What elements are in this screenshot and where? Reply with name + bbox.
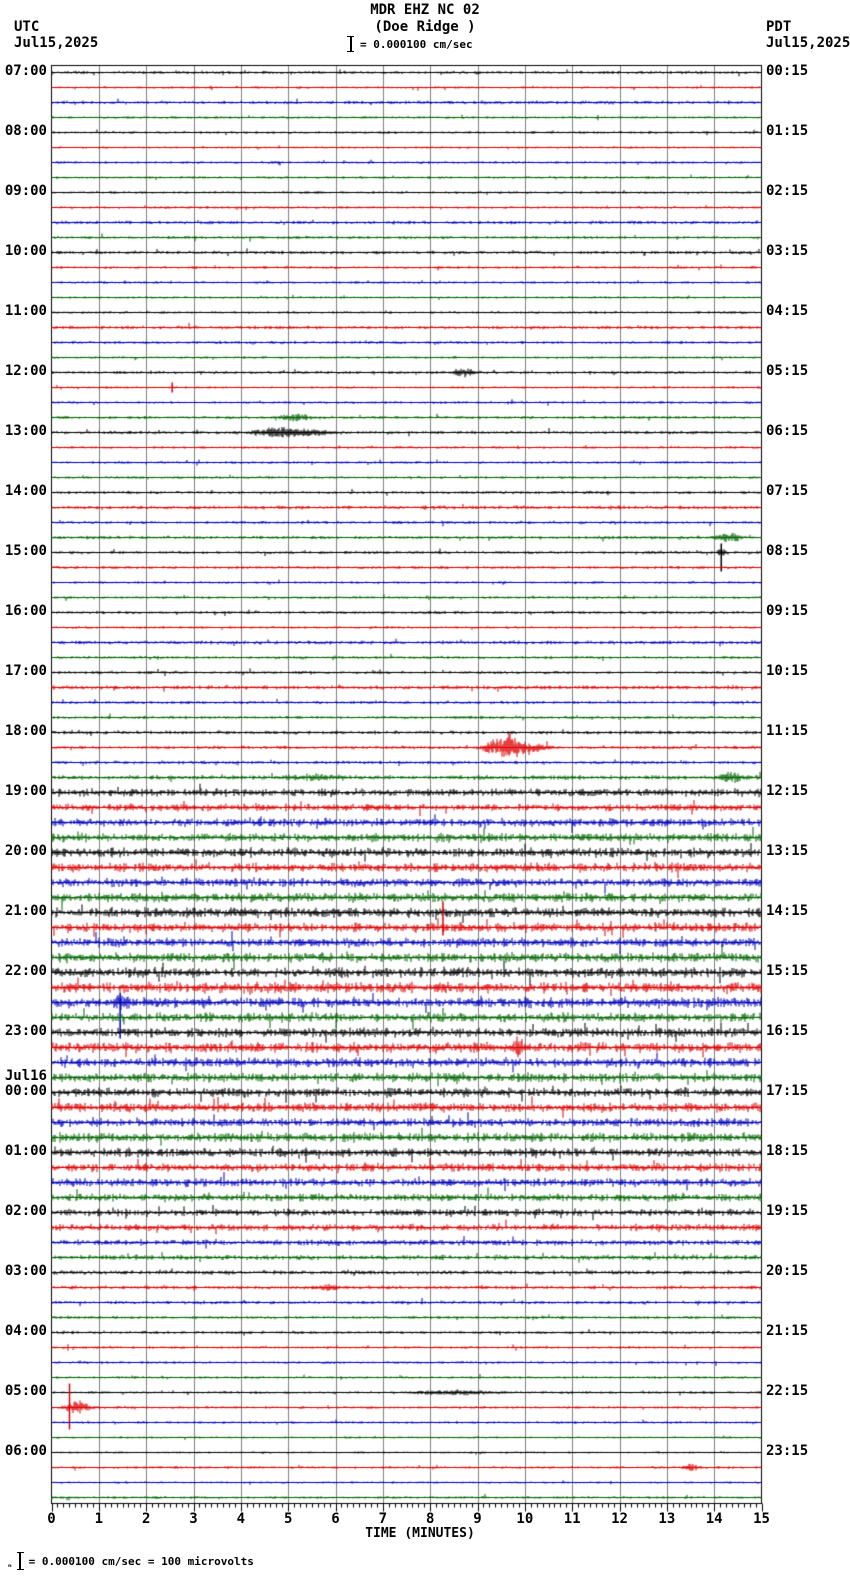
x-axis-tick-label: 13 xyxy=(658,1511,676,1527)
footer-scale-note xyxy=(8,1552,254,1570)
utc-hour-label: 14:00 xyxy=(4,483,47,499)
pdt-hour-label: 18:15 xyxy=(766,1143,809,1159)
footer-subscript-mark: ₙ xyxy=(8,1560,12,1569)
utc-hour-label: 09:00 xyxy=(4,183,47,199)
pdt-hour-label: 21:15 xyxy=(766,1323,809,1339)
utc-hour-label: 08:00 xyxy=(4,123,47,139)
pdt-hour-label: 08:15 xyxy=(766,543,809,559)
x-axis-tick-label: 4 xyxy=(236,1511,246,1527)
x-axis-tick-label: 3 xyxy=(189,1511,198,1527)
pdt-hour-label: 22:15 xyxy=(766,1383,809,1399)
x-axis-tick-label: 2 xyxy=(141,1511,151,1527)
utc-hour-label: 23:00 xyxy=(4,1023,47,1039)
pdt-hour-label: 20:15 xyxy=(766,1263,809,1279)
scale-bar-icon xyxy=(347,36,354,52)
x-axis-tick-label: 9 xyxy=(473,1511,482,1527)
pdt-hour-label: 23:15 xyxy=(766,1443,809,1459)
pdt-hour-label: 16:15 xyxy=(766,1023,809,1039)
pdt-hour-label: 13:15 xyxy=(766,843,809,859)
pdt-hour-label: 01:15 xyxy=(766,123,809,139)
x-axis-tick-label: 14 xyxy=(705,1511,723,1527)
pdt-hour-label: 12:15 xyxy=(766,783,809,799)
page-title: MDR EHZ NC 02 xyxy=(370,2,480,18)
page-subtitle: (Doe Ridge ) xyxy=(374,19,476,35)
x-axis-tick-label: 1 xyxy=(94,1511,104,1527)
x-axis-tick-label: 8 xyxy=(425,1511,435,1527)
pdt-hour-label: 03:15 xyxy=(766,243,809,259)
pdt-hour-label: 04:15 xyxy=(766,303,809,319)
pdt-hour-label: 00:15 xyxy=(766,63,809,79)
utc-hour-label: 07:00 xyxy=(4,63,47,79)
pdt-hour-label: 07:15 xyxy=(766,483,809,499)
x-axis-tick-label: 7 xyxy=(378,1511,388,1527)
utc-hour-label: 01:00 xyxy=(4,1143,47,1159)
x-axis-tick-label: 12 xyxy=(611,1511,628,1527)
utc-hour-label: 18:00 xyxy=(4,723,47,739)
utc-hour-label: 06:00 xyxy=(4,1443,47,1459)
timezone-right-label: PDT xyxy=(766,19,792,35)
date-left-label: Jul15,2025 xyxy=(14,35,99,51)
x-axis-tick-label: 11 xyxy=(563,1511,581,1527)
utc-hour-label: 20:00 xyxy=(4,843,47,859)
pdt-hour-label: 19:15 xyxy=(766,1203,809,1219)
pdt-hour-label: 17:15 xyxy=(766,1083,809,1099)
pdt-hour-label: 14:15 xyxy=(766,903,809,919)
x-axis-tick-label: 5 xyxy=(283,1511,293,1527)
pdt-hour-label: 02:15 xyxy=(766,183,809,199)
date-right-label: Jul15,2025 xyxy=(766,35,850,51)
pdt-hour-label: 11:15 xyxy=(766,723,809,739)
utc-hour-label: 00:00 xyxy=(4,1083,47,1099)
utc-hour-label: 17:00 xyxy=(4,663,47,679)
x-axis-tick-label: 0 xyxy=(47,1511,56,1527)
pdt-hour-label: 15:15 xyxy=(766,963,809,979)
utc-hour-label: 21:00 xyxy=(4,903,47,919)
x-axis-tick-label: 6 xyxy=(331,1511,340,1527)
utc-hour-label: 12:00 xyxy=(4,363,47,379)
utc-hour-label: 19:00 xyxy=(4,783,47,799)
utc-hour-label: 04:00 xyxy=(4,1323,47,1339)
utc-hour-label: 13:00 xyxy=(4,423,47,439)
footer-scale-bar-icon xyxy=(17,1552,24,1570)
footer-scale-label: = 0.000100 cm/sec = 100 microvolts xyxy=(28,1554,254,1568)
pdt-hour-label: 09:15 xyxy=(766,603,809,619)
utc-hour-label: 05:00 xyxy=(4,1383,47,1399)
utc-hour-label: 10:00 xyxy=(4,243,47,259)
pdt-hour-label: 05:15 xyxy=(766,363,809,379)
amplitude-scale-indicator xyxy=(347,36,473,52)
utc-hour-label: 02:00 xyxy=(4,1203,47,1219)
utc-hour-label: 03:00 xyxy=(4,1263,47,1279)
x-axis-tick-label: 10 xyxy=(516,1511,534,1527)
pdt-hour-label: 10:15 xyxy=(766,663,809,679)
scale-label: = 0.000100 cm/sec xyxy=(360,37,473,51)
day-change-label: Jul16 xyxy=(4,1068,47,1084)
utc-hour-label: 15:00 xyxy=(4,543,47,559)
x-axis-tick-label: 15 xyxy=(753,1511,770,1527)
utc-hour-label: 11:00 xyxy=(4,303,47,319)
x-axis-label: TIME (MINUTES) xyxy=(365,1526,475,1541)
utc-hour-label: 16:00 xyxy=(4,603,47,619)
utc-hour-label: 22:00 xyxy=(4,963,47,979)
pdt-hour-label: 06:15 xyxy=(766,423,809,439)
timezone-left-label: UTC xyxy=(14,19,40,35)
